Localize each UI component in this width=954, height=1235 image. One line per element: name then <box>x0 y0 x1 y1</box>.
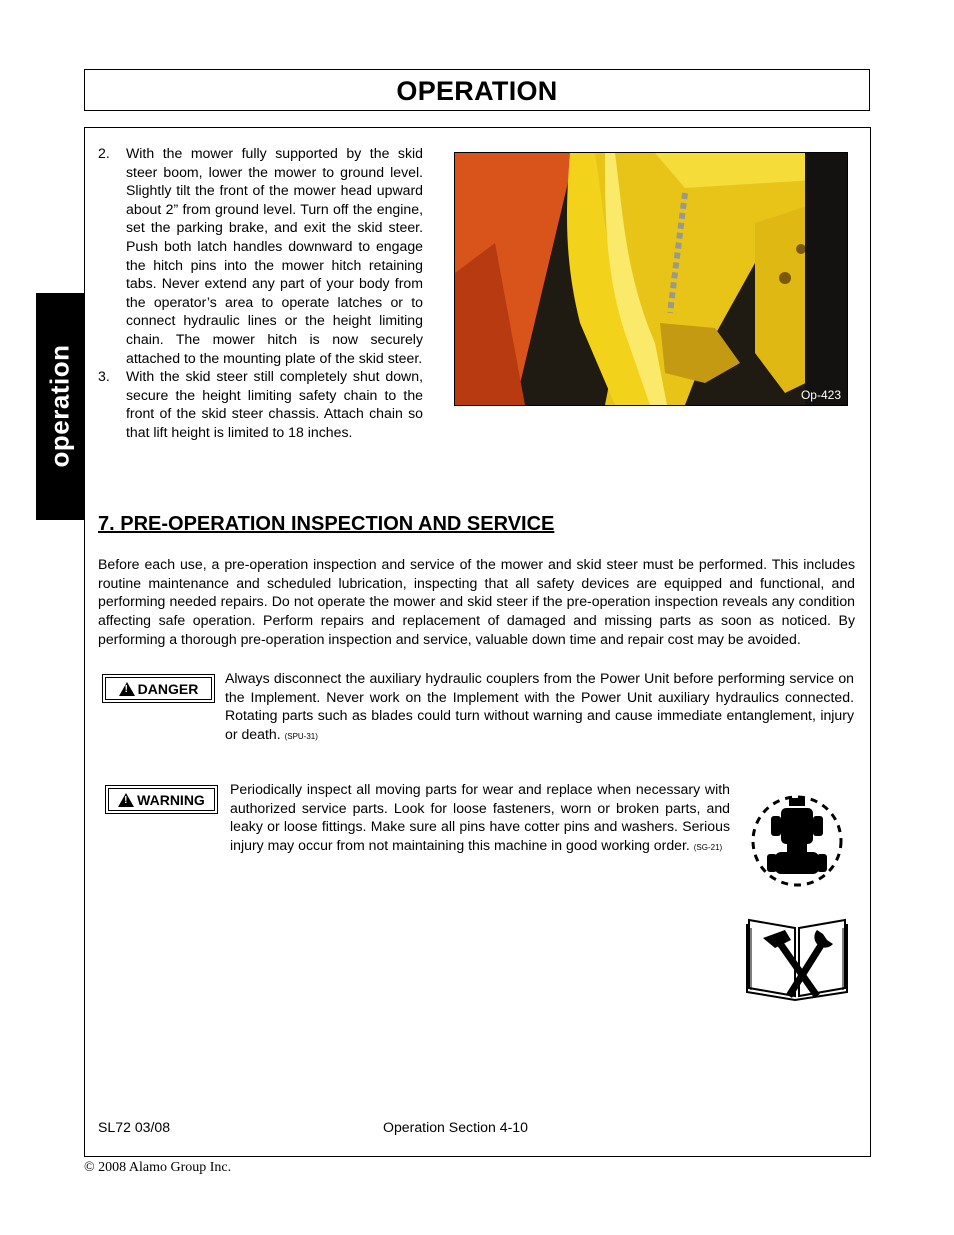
tractor-safety-icon <box>745 792 849 890</box>
danger-body: Always disconnect the auxiliary hydraulic couplers from the Power Unit before performing service on the Implement. Never work on the Implement with the Power Unit auxiliary hydraulics connected. Rotating parts such as blades could turn without warning and cause immediate entanglement, injury or death. <box>225 670 854 743</box>
copyright: © 2008 Alamo Group Inc. <box>84 1160 232 1175</box>
step-item <box>98 367 423 441</box>
intro-paragraph: Before each use, a pre-operation inspection and service of the mower and skid steer must be performed. This includes routine maintenance and scheduled lubrication, inspecting that all safety devices are equipped and functional, and performing needed repairs. Do not operate the mower and skid steer if the pre-operation inspection reveals any condition affecting safe operation. Perform repairs and replacement of damaged and missing parts as soon as noticed. By performing a thorough pre-operation inspection and service, valuable down time and repair cost may be avoided. <box>98 556 855 647</box>
manual-tools-icon <box>745 908 849 1002</box>
hitch-photo <box>454 152 848 406</box>
footer-section: Operation Section 4-10 <box>383 1119 528 1135</box>
danger-label: DANGER <box>137 680 199 697</box>
warning-label: WARNING <box>137 791 205 808</box>
footer-model: SL72 03/08 <box>98 1119 171 1135</box>
warning-badge <box>105 785 218 814</box>
side-tab-label: operation <box>44 344 75 468</box>
section-heading: 7. PRE-OPERATION INSPECTION AND SERVICE <box>98 513 555 535</box>
alert-triangle-icon: ! <box>118 793 134 807</box>
warning-body: Periodically inspect all moving parts for wear and replace when necessary with authorized service parts. Look for loose fasteners, worn or broken parts, and leaky or loose fittings. Make sure all pins have cotter pins and washers. Serious injury may occur from not maintaining this machine in good working order. <box>230 781 730 854</box>
photo-illustration <box>455 153 847 405</box>
warning-ref: (SG-21) <box>693 843 723 853</box>
step-item <box>98 144 423 367</box>
danger-badge <box>102 674 215 703</box>
warning-text <box>230 780 730 858</box>
danger-ref: (SPU-31) <box>284 732 318 742</box>
photo-label: Op-423 <box>800 388 841 402</box>
step-text: With the skid steer still completely shut down, secure the height limiting safety chain to the front of the skid steer chassis. Attach chain so that lift height is limited to 18 inches. <box>126 368 423 440</box>
step-text: With the mower fully supported by the skid steer boom, lower the mower to ground level. Slightly tilt the front of the mower head upward about 2” from ground level. Turn off the engine, set the parking brake, and exit the skid steer. Push both latch handles downward to engage the hitch pins into the mower hitch retaining tabs. Never extend any part of your body from the operator’s area to operate latches or to connect hydraulic lines or the height limiting chain. The mower hitch is now securely attached to the mounting plate of the skid steer. <box>126 145 423 366</box>
alert-triangle-icon: ! <box>119 682 135 696</box>
danger-text <box>225 669 854 747</box>
side-tab <box>36 293 84 520</box>
step-number: 2. <box>98 145 110 161</box>
step-number: 3. <box>98 368 110 385</box>
warning-badge-inner <box>108 788 215 811</box>
steps-list <box>98 144 423 442</box>
danger-badge-inner <box>105 677 212 700</box>
header-box <box>84 69 870 111</box>
page-title: OPERATION <box>396 76 558 106</box>
